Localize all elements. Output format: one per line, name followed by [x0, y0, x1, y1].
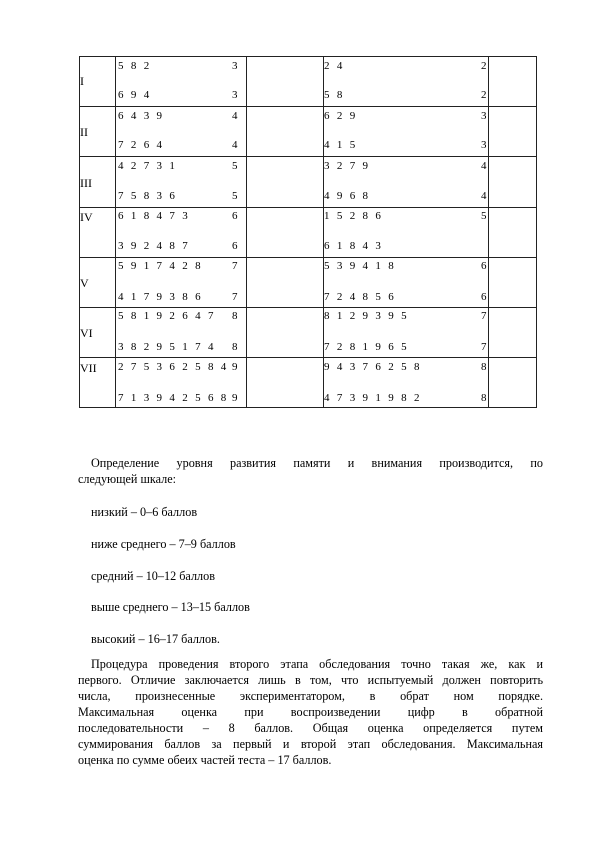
series-points: 8 — [232, 341, 238, 353]
series-points: 5 — [232, 190, 238, 202]
table-rule — [79, 106, 537, 107]
series-points: 8 — [481, 361, 487, 373]
backward-series: 8 1 2 9 3 9 5 — [324, 310, 409, 322]
table-rule — [79, 307, 537, 308]
row-number: IV — [80, 210, 93, 224]
scale-item: средний – 10–12 баллов — [91, 569, 215, 583]
series-points: 2 — [481, 89, 487, 101]
row-number: II — [80, 125, 88, 139]
table-rule — [323, 56, 324, 408]
series-points: 3 — [481, 139, 487, 151]
series-points: 5 — [481, 210, 487, 222]
table-rule — [79, 56, 80, 408]
forward-series: 2 7 5 3 6 2 5 8 4 — [118, 361, 229, 373]
paragraph-line: числа, произнесенные экспериментатором, в обрат ном порядке. — [78, 689, 543, 703]
backward-series: 4 1 5 — [324, 139, 358, 151]
forward-series: 7 2 6 4 — [118, 139, 165, 151]
scale-item: ниже среднего – 7–9 баллов — [91, 537, 236, 551]
series-points: 3 — [232, 89, 238, 101]
row-number: III — [80, 176, 92, 190]
paragraph-line: первого. Отличие заключается лишь в том, что испытуемый должен повторить — [78, 673, 543, 687]
series-points: 3 — [481, 110, 487, 122]
table-rule — [79, 257, 537, 258]
series-points: 4 — [232, 139, 238, 151]
forward-series: 7 1 3 9 4 2 5 6 8 — [118, 392, 229, 404]
series-points: 6 — [481, 291, 487, 303]
backward-series: 6 1 8 4 3 — [324, 240, 384, 252]
row-number: VII — [80, 361, 97, 375]
series-points: 9 — [232, 361, 238, 373]
intro-line: Определение уровня развития памяти и внимания производится, по — [91, 456, 543, 470]
forward-series: 6 4 3 9 — [118, 110, 165, 122]
backward-series: 4 9 6 8 — [324, 190, 371, 202]
forward-series: 3 9 2 4 8 7 — [118, 240, 191, 252]
backward-series: 5 8 — [324, 89, 345, 101]
backward-series: 5 3 9 4 1 8 — [324, 260, 397, 272]
forward-series: 4 2 7 3 1 — [118, 160, 178, 172]
backward-series: 6 2 9 — [324, 110, 358, 122]
paragraph-line: суммирования баллов за первый и второй этап обследования. Максимальная — [78, 737, 543, 751]
table-rule — [79, 407, 537, 408]
intro-line: следующей шкале: — [78, 472, 177, 486]
series-points: 6 — [232, 240, 238, 252]
forward-series: 3 8 2 9 5 1 7 4 — [118, 341, 216, 353]
paragraph-line: оценка по сумме обеих частей теста – 17 баллов. — [78, 753, 332, 767]
forward-series: 5 8 2 — [118, 60, 152, 72]
series-points: 7 — [232, 260, 238, 272]
series-points: 5 — [232, 160, 238, 172]
table-rule — [79, 207, 537, 208]
forward-series: 5 8 1 9 2 6 4 7 — [118, 310, 216, 322]
series-points: 7 — [232, 291, 238, 303]
series-points: 9 — [232, 392, 238, 404]
row-number: VI — [80, 326, 93, 340]
scale-item: выше среднего – 13–15 баллов — [91, 600, 250, 614]
forward-series: 6 9 4 — [118, 89, 152, 101]
series-points: 4 — [481, 190, 487, 202]
scale-item: высокий – 16–17 баллов. — [91, 632, 220, 646]
backward-series: 3 2 7 9 — [324, 160, 371, 172]
paragraph-line: последовательности – 8 баллов. Общая оценка определяется путем — [78, 721, 543, 735]
series-points: 7 — [481, 341, 487, 353]
table-rule — [536, 56, 537, 408]
series-points: 8 — [481, 392, 487, 404]
backward-series: 7 2 8 1 9 6 5 — [324, 341, 409, 353]
paragraph-line: Максимальная оценка при воспроизведении цифр в обратной — [78, 705, 543, 719]
forward-series: 4 1 7 9 3 8 6 — [118, 291, 203, 303]
table-rule — [79, 156, 537, 157]
paragraph-line: Процедура проведения второго этапа обследования точно такая же, как и — [91, 657, 543, 671]
table-rule — [79, 357, 537, 358]
table-rule — [79, 56, 537, 57]
digit-span-table — [79, 56, 537, 408]
series-points: 7 — [481, 310, 487, 322]
scale-item: низкий – 0–6 баллов — [91, 505, 198, 519]
series-points: 3 — [232, 60, 238, 72]
forward-series: 7 5 8 3 6 — [118, 190, 178, 202]
series-points: 8 — [232, 310, 238, 322]
table-rule — [115, 56, 116, 408]
series-points: 2 — [481, 60, 487, 72]
backward-series: 7 2 4 8 5 6 — [324, 291, 397, 303]
backward-series: 9 4 3 7 6 2 5 8 — [324, 361, 422, 373]
backward-series: 1 5 2 8 6 — [324, 210, 384, 222]
forward-series: 5 9 1 7 4 2 8 — [118, 260, 203, 272]
forward-series: 6 1 8 4 7 3 — [118, 210, 191, 222]
table-rule — [246, 56, 247, 408]
intro-paragraph — [78, 455, 543, 487]
series-points: 6 — [481, 260, 487, 272]
series-points: 6 — [232, 210, 238, 222]
row-number: V — [80, 276, 89, 290]
table-rule — [488, 56, 489, 408]
backward-series: 4 7 3 9 1 9 8 2 — [324, 392, 422, 404]
series-points: 4 — [232, 110, 238, 122]
backward-series: 2 4 — [324, 60, 345, 72]
procedure-paragraph — [78, 656, 543, 768]
series-points: 4 — [481, 160, 487, 172]
row-number: I — [80, 74, 84, 88]
